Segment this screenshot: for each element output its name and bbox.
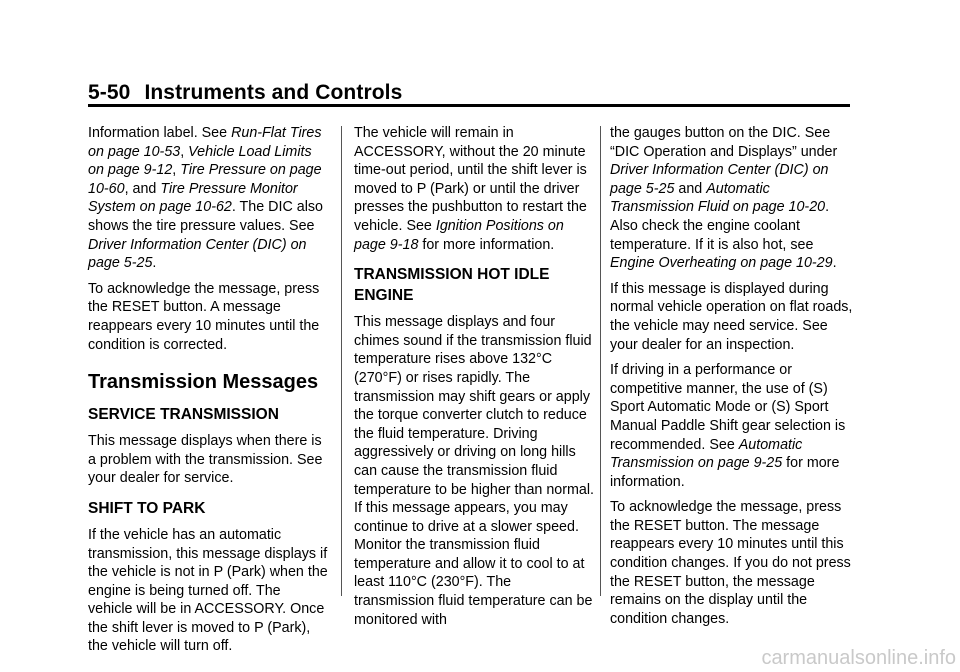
cross-reference-link[interactable]: Vehicle Load Limits on page 9-12: [88, 143, 312, 179]
column-2: [354, 124, 594, 636]
cross-reference-link[interactable]: Automatic Transmission Fluid on page 10-20: [610, 180, 826, 216]
page-header: [88, 80, 402, 106]
paragraph: This message displays when there is a problem with the transmission. See your dealer for service.: [88, 433, 323, 487]
cross-reference-link[interactable]: Run-Flat Tires on page 10-53: [88, 125, 322, 160]
paragraph: If the vehicle has an automatic transmission, this message displays if the vehicle is not in P (Park) when the engine is being turned off. The vehicle will be in ACCESSORY. Once the shift lever is moved to P (Park), the vehicle will turn off.: [88, 526, 328, 655]
header-rule: [88, 104, 850, 107]
cross-reference-link[interactable]: Tire Pressure Monitor System on page 10-62: [88, 180, 298, 216]
cross-reference-link[interactable]: Driver Information Center (DIC) on page 5-25: [610, 162, 829, 197]
page-number: 5-50: [88, 81, 131, 104]
cross-reference-link[interactable]: Driver Information Center (DIC) on page 5-25: [88, 236, 307, 272]
column-divider: [341, 126, 342, 596]
paragraph: If this message is displayed during normal vehicle operation on flat roads, the vehicle may need service. See your dealer for an inspection.: [610, 280, 853, 353]
subsection-heading: TRANSMISSION HOT IDLE ENGINE: [354, 266, 550, 305]
paragraph: Information label. See Run-Flat Tires on page 10-53, Vehicle Load Limits on page 9-12, Tire Pressure on page 10-60, and Tire Pressure Monitor System on page 10-62. The DIC also shows the tire pressure values. See Driver Information Center (DIC) on page 5-25.: [88, 125, 323, 272]
column-divider: [600, 126, 601, 596]
chapter-title: Instruments and Controls: [144, 81, 403, 104]
paragraph: If driving in a performance or competitive manner, the use of (S) Sport Automatic Mode or (S) Sport Manual Paddle Shift gear selection is recommended. See Automatic Transmission on page 9-25 for more information.: [610, 362, 846, 490]
column-3: [610, 124, 855, 635]
paragraph: This message displays and four chimes sound if the transmission fluid temperature rises above 132°C (270°F) or rises rapidly. The transmission may shift gears or apply the torque converter clutch to reduce the fluid temperature. Driving aggressively or driving on long hills can cause the transmission fluid temperature to be higher than normal. If this message appears, you may continue to drive at a slower speed. Monitor the transmission fluid temperature and allow it to cool to at least 110°C (230°F). The transmission fluid temperature can be monitored with: [354, 314, 595, 628]
paragraph: the gauges button on the DIC. See “DIC Operation and Displays” under Driver Information Center (DIC) on page 5-25 and Automatic Transmission Fluid on page 10-20. Also check the engine coolant temperature. If it is also hot, see Engine Overheating on page 10-29.: [610, 125, 838, 272]
cross-reference-link[interactable]: Engine Overheating on page 10-29: [610, 255, 833, 272]
paragraph: The vehicle will remain in ACCESSORY, without the 20 minute time-out period, until the shift lever is moved to P (Park) or until the driver presses the pushbutton to restart the vehicle. See Ignition Positions on page 9-18 for more information.: [354, 125, 587, 253]
cross-reference-link[interactable]: Tire Pressure on page 10-60: [88, 162, 322, 197]
section-heading: Transmission Messages: [88, 371, 319, 394]
cross-reference-link[interactable]: Automatic Transmission on page 9-25: [610, 436, 803, 472]
watermark: carmanualsonline.info: [761, 647, 956, 669]
column-1: [88, 124, 328, 663]
paragraph: To acknowledge the message, press the RESET button. A message reappears every 10 minutes until the condition is corrected.: [88, 280, 320, 353]
paragraph: To acknowledge the message, press the RESET button. The message reappears every 10 minutes until this condition changes. If you do not press the RESET button, the message remains on the display until the condition changes.: [610, 499, 851, 627]
subsection-heading: SHIFT TO PARK: [88, 499, 206, 517]
cross-reference-link[interactable]: Ignition Positions on page 9-18: [354, 217, 564, 253]
subsection-heading: SERVICE TRANSMISSION: [88, 406, 279, 424]
